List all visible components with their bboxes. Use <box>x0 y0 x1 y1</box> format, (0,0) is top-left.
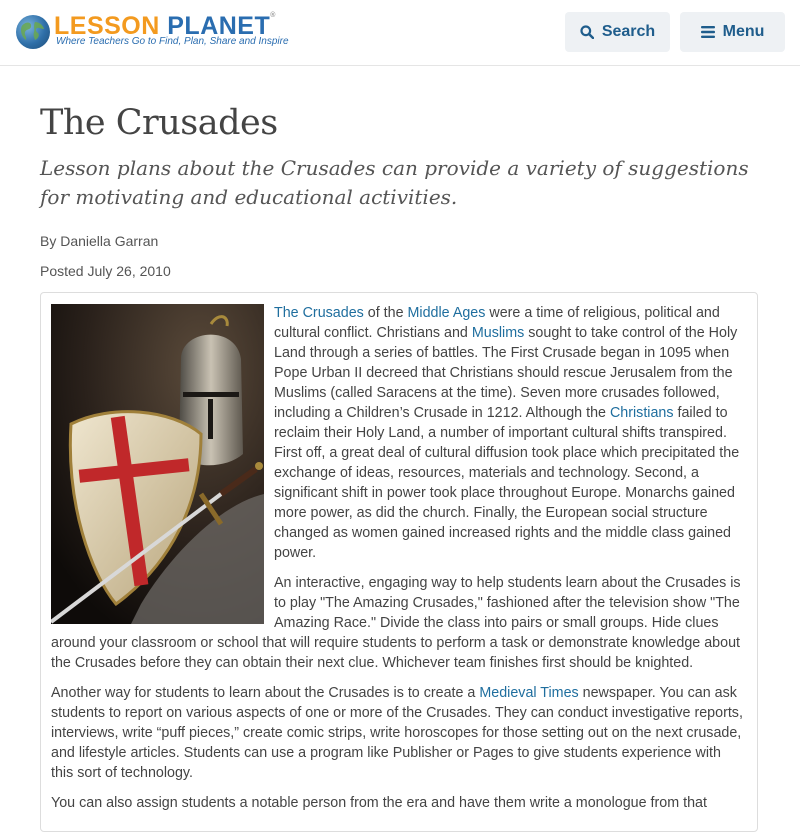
search-button-label: Search <box>601 23 656 40</box>
article-paragraph-4: You can also assign students a notable person from the era and have them write a monologue from that <box>51 795 707 811</box>
article-body <box>40 292 758 832</box>
link-christians[interactable]: Christians <box>609 405 674 421</box>
logo-word-planet: PLANET <box>167 12 271 40</box>
link-medieval-times[interactable]: Medieval Times <box>479 685 579 701</box>
link-middle-ages[interactable]: Middle Ages <box>407 305 486 321</box>
site-header <box>0 0 800 66</box>
menu-button-label: Menu <box>722 23 765 40</box>
p1-text-1: of the <box>363 305 408 321</box>
lesson-planet-logo[interactable] <box>16 14 316 50</box>
link-the-crusades[interactable]: The Crusades <box>274 305 364 321</box>
logo-word-lesson: LESSON <box>54 12 160 40</box>
p1-text-2: were a time of religious, political and cultural conflict. Christians and <box>274 305 720 341</box>
author-byline: By Daniella Garran <box>40 233 159 249</box>
globe-icon <box>16 15 50 49</box>
article-paragraph-2: An interactive, engaging way to help students learn about the Crusades is to play "The Amazing Crusades," fashioned after the television show "The Amazing Race." Divide the class into pairs or small groups. Hide clues around your classroom or school that will require students to perform a task or demonstrate knowledge about the Crusades before they can obtain their next clue. Whichever team finishes first should be knighted. <box>51 575 741 671</box>
link-muslims[interactable]: Muslims <box>471 325 525 341</box>
p3-text-1: Another way for students to learn about the Crusades is to create a <box>51 685 480 701</box>
logo-registered-mark: ® <box>270 12 276 19</box>
menu-button[interactable] <box>680 12 785 52</box>
p1-text-3: sought to take control of the Holy Land through a series of battles. The First Crusade began in 1095 when Pope Urban II decreed that Christians should rescue Jerusalem from the Muslims (called Saracens at the time). Seven more crusades followed, including a Children’s Crusade in 1212. Although the <box>274 325 738 421</box>
article-paragraph-3 <box>51 683 747 783</box>
posted-date: Posted July 26, 2010 <box>40 263 171 279</box>
p3-text-2: newspaper. You can ask students to report on various aspects of one or more of the Crusades. They can conduct investigative reports, interviews, write “puff pieces,” create comic strips, write horoscopes for those setting out on the next crusade, and lifestyle articles. Students can use a program like Publisher or Pages to give students experience with this sort of technology. <box>51 685 743 781</box>
logo-tagline: Where Teachers Go to Find, Plan, Share and Inspire <box>56 36 289 47</box>
page-title: The Crusades <box>40 103 278 143</box>
crusades-photo <box>51 304 264 624</box>
p1-text-4: failed to reclaim their Holy Land, a number of important cultural shifts transpired. First off, a great deal of cultural diffusion took place which precipitated the exchange of ideas, resources, materials and technology. Second, a significant shift in power took place throughout Europe. Monarchs gained more power, as did the church. Finally, the European social structure changed as women gained increased rights and the middle class gained power. <box>274 405 740 561</box>
hamburger-menu-icon <box>701 26 715 38</box>
page-subtitle: Lesson plans about the Crusades can provide a variety of suggestions for motivating and educational activities. <box>40 156 749 209</box>
search-icon <box>580 25 594 39</box>
search-button[interactable] <box>565 12 670 52</box>
